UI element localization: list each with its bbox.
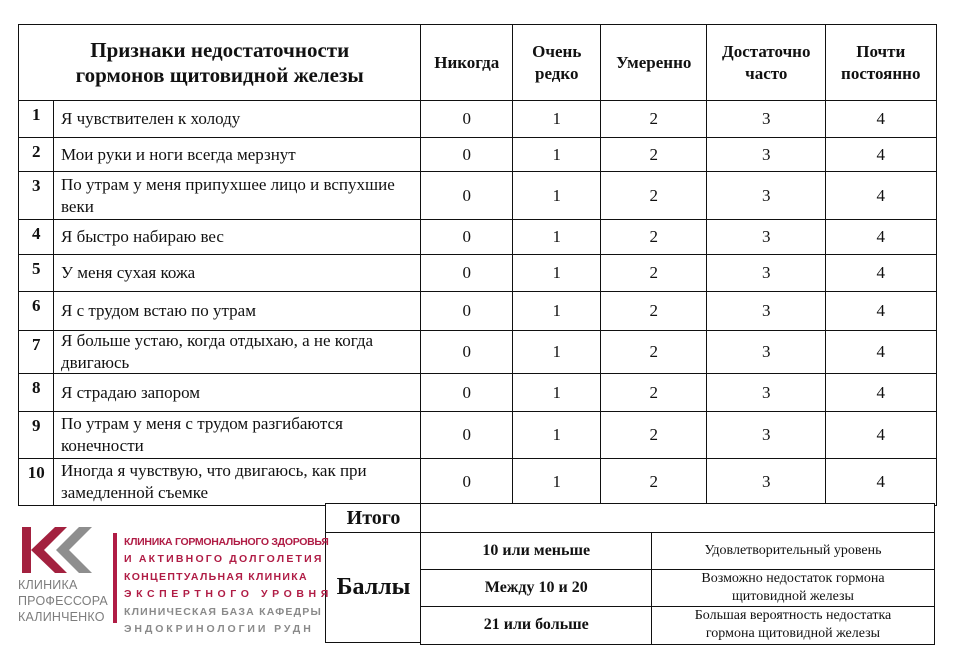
score-option-text: 1 (552, 263, 561, 283)
score-option[interactable] (825, 254, 937, 293)
summary-points-label (325, 532, 422, 643)
row-number (18, 291, 55, 332)
table-title (18, 24, 422, 102)
symptom-text-text: Мои руки и ноги всегда мерзнут (61, 144, 296, 164)
score-option[interactable] (600, 373, 708, 413)
score-option-text: 3 (762, 382, 771, 402)
symptom-text-text: Я чувствителен к холоду (61, 109, 241, 129)
summary-total-value[interactable] (420, 503, 935, 534)
score-option[interactable] (420, 219, 514, 256)
row-number-text: 3 (32, 176, 41, 195)
score-option-text: 0 (462, 301, 471, 321)
score-option-text: 0 (462, 109, 471, 129)
score-option-text: 0 (462, 382, 471, 402)
summary-total-label (325, 503, 422, 534)
column-header-text: Почти постоянно (841, 41, 921, 83)
score-option[interactable] (825, 330, 937, 375)
row-number (18, 100, 55, 139)
score-option[interactable] (600, 411, 708, 460)
score-option-text: 1 (552, 425, 561, 445)
score-option[interactable] (706, 411, 827, 460)
symptom-text-text: Я быстро набираю вес (61, 227, 224, 247)
score-option[interactable] (600, 100, 708, 139)
symptom-text (53, 219, 422, 256)
score-option-text: 1 (552, 382, 561, 402)
score-option[interactable] (706, 100, 827, 139)
row-number (18, 171, 55, 221)
score-option[interactable] (512, 171, 602, 221)
symptom-text-text: По утрам у меня припухшее лицо и вспухшие веки (61, 174, 395, 216)
score-option-text: 2 (649, 144, 658, 164)
column-header-text: Никогда (434, 52, 500, 72)
symptom-text (53, 411, 422, 460)
row-number-text: 5 (32, 259, 41, 278)
row-number (18, 330, 55, 375)
row-number-text: 9 (32, 416, 41, 435)
score-option[interactable] (512, 291, 602, 332)
score-option-text: 2 (649, 425, 658, 445)
score-range-text: 21 или больше (483, 616, 589, 634)
row-number (18, 458, 55, 506)
tagline-line: КЛИНИКА ГОРМОНАЛЬНОГО ЗДОРОВЬЯ (124, 536, 329, 548)
score-option-text: 4 (876, 263, 885, 283)
score-option-text: 2 (649, 471, 658, 491)
score-option-text: 2 (649, 109, 658, 129)
score-option-text: 0 (462, 185, 471, 205)
row-number (18, 411, 55, 460)
score-option[interactable] (420, 458, 514, 506)
symptom-text (53, 171, 422, 221)
score-option[interactable] (600, 219, 708, 256)
score-interpretation-text: Большая вероятность недостатка гормона щитовидной железы (694, 608, 892, 642)
score-option[interactable] (600, 458, 708, 506)
score-option[interactable] (420, 137, 514, 173)
score-option[interactable] (600, 171, 708, 221)
score-option-text: 1 (552, 342, 561, 362)
score-option-text: 3 (762, 144, 771, 164)
score-option[interactable] (825, 411, 937, 460)
score-option[interactable] (600, 137, 708, 173)
symptom-text-text: По утрам у меня с трудом разгибаются конечности (61, 414, 343, 456)
row-number (18, 373, 55, 413)
score-option-text: 3 (762, 425, 771, 445)
score-option[interactable] (420, 373, 514, 413)
score-option-text: 0 (462, 263, 471, 283)
column-header (512, 24, 602, 102)
score-option[interactable] (512, 254, 602, 293)
score-option[interactable] (600, 330, 708, 375)
column-header (420, 24, 514, 102)
score-range-text: 10 или меньше (482, 542, 591, 560)
score-option[interactable] (512, 330, 602, 375)
score-option-text: 4 (876, 382, 885, 402)
score-option-text: 4 (876, 342, 885, 362)
score-option[interactable] (825, 291, 937, 332)
score-option-text: 0 (462, 144, 471, 164)
score-option-text: 1 (552, 227, 561, 247)
score-option[interactable] (420, 411, 514, 460)
score-option[interactable] (825, 171, 937, 221)
row-number (18, 137, 55, 173)
clinic-name-line: КАЛИНЧЕНКО (18, 610, 105, 624)
table-title-text: Признаки недостаточности гормонов щитовидной железы (75, 37, 364, 87)
symptom-text-text: У меня сухая кожа (61, 263, 196, 283)
score-option-text: 4 (876, 185, 885, 205)
score-range (420, 569, 653, 608)
clinic-logo (18, 525, 333, 636)
score-option-text: 4 (876, 301, 885, 321)
score-option[interactable] (706, 330, 827, 375)
score-option-text: 2 (649, 382, 658, 402)
score-interpretation (651, 569, 935, 608)
score-option[interactable] (706, 458, 827, 506)
score-range (420, 532, 653, 571)
column-header-text: Умеренно (616, 52, 692, 72)
score-option-text: 1 (552, 144, 561, 164)
score-option[interactable] (420, 330, 514, 375)
score-option-text: 4 (876, 471, 885, 491)
score-option-text: 1 (552, 301, 561, 321)
score-option[interactable] (420, 254, 514, 293)
symptom-text (53, 137, 422, 173)
logo-divider (113, 533, 117, 623)
row-number-text: 4 (32, 224, 41, 243)
column-header (825, 24, 937, 102)
total-label-text: Итого (346, 507, 401, 529)
row-number-text: 10 (27, 463, 45, 482)
score-interpretation-text: Возможно недостаток гормона щитовидной железы (701, 571, 885, 605)
tagline-line: И АКТИВНОГО ДОЛГОЛЕТИЯ (124, 553, 324, 566)
clinic-name-line: КЛИНИКА (18, 578, 78, 592)
score-option-text: 4 (876, 144, 885, 164)
score-option-text: 3 (762, 263, 771, 283)
score-option[interactable] (512, 219, 602, 256)
score-option[interactable] (420, 171, 514, 221)
score-option-text: 2 (649, 263, 658, 283)
symptom-text-text: Я больше устаю, когда отдыхаю, а не когда двигаюсь (61, 331, 374, 373)
column-header-text: Достаточно часто (722, 41, 811, 83)
score-option-text: 2 (649, 301, 658, 321)
symptom-text-text: Я страдаю запором (61, 382, 201, 402)
score-option-text: 3 (762, 185, 771, 205)
score-option-text: 4 (876, 109, 885, 129)
score-option-text: 0 (462, 227, 471, 247)
column-header (706, 24, 827, 102)
tagline-line: ЭНДОКРИНОЛОГИИ РУДН (124, 623, 314, 636)
score-option-text: 2 (649, 227, 658, 247)
score-option[interactable] (706, 171, 827, 221)
symptom-text (53, 373, 422, 413)
score-interpretation-text: Удовлетворительный уровень (704, 543, 882, 559)
symptom-text (53, 100, 422, 139)
symptom-text-text: Иногда я чувствую, что двигаюсь, как при замедленной съемке (61, 460, 367, 502)
symptom-text-text: Я с трудом встаю по утрам (61, 301, 256, 321)
symptom-text (53, 254, 422, 293)
score-option[interactable] (706, 291, 827, 332)
score-range (420, 606, 653, 645)
score-interpretation (651, 532, 935, 571)
score-option[interactable] (825, 100, 937, 139)
symptom-text (53, 458, 422, 506)
tagline-line: ЭКСПЕРТНОГО УРОВНЯ (124, 588, 333, 601)
clinic-tagline (124, 534, 333, 638)
score-option-text: 1 (552, 109, 561, 129)
column-header-text: Очень редко (532, 41, 582, 83)
score-option[interactable] (512, 373, 602, 413)
score-option[interactable] (825, 137, 937, 173)
row-number-text: 1 (32, 105, 41, 124)
score-option-text: 1 (552, 471, 561, 491)
score-option-text: 0 (462, 425, 471, 445)
score-option[interactable] (420, 291, 514, 332)
clinic-name (18, 577, 108, 625)
clinic-name-line: ПРОФЕССОРА (18, 594, 108, 608)
symptom-text (53, 330, 422, 375)
score-option[interactable] (512, 137, 602, 173)
score-option[interactable] (706, 219, 827, 256)
score-option[interactable] (825, 373, 937, 413)
score-option[interactable] (600, 291, 708, 332)
score-interpretation (651, 606, 935, 645)
score-option[interactable] (512, 458, 602, 506)
score-option[interactable] (825, 458, 937, 506)
row-number-text: 2 (32, 142, 41, 161)
score-option[interactable] (600, 254, 708, 293)
score-option-text: 3 (762, 471, 771, 491)
points-label-text: Баллы (336, 574, 411, 600)
score-option[interactable] (825, 219, 937, 256)
symptom-text (53, 291, 422, 332)
row-number-text: 8 (32, 378, 41, 397)
score-option[interactable] (706, 137, 827, 173)
row-number (18, 254, 55, 293)
score-option-text: 2 (649, 185, 658, 205)
score-range-text: Между 10 и 20 (484, 579, 588, 597)
score-option-text: 3 (762, 109, 771, 129)
score-option[interactable] (420, 100, 514, 139)
row-number-text: 6 (32, 296, 41, 315)
score-option-text: 1 (552, 185, 561, 205)
kk-logo-mark-icon (22, 527, 102, 573)
row-number (18, 219, 55, 256)
tagline-line: КЛИНИЧЕСКАЯ БАЗА КАФЕДРЫ (124, 605, 322, 618)
score-option-text: 3 (762, 301, 771, 321)
row-number-text: 7 (32, 335, 41, 354)
score-option[interactable] (512, 100, 602, 139)
score-option-text: 4 (876, 425, 885, 445)
tagline-line: КОНЦЕПТУАЛЬНАЯ КЛИНИКА (124, 570, 308, 583)
score-option-text: 2 (649, 342, 658, 362)
score-option-text: 0 (462, 471, 471, 491)
score-option-text: 0 (462, 342, 471, 362)
score-option[interactable] (706, 373, 827, 413)
column-header (600, 24, 708, 102)
score-option-text: 3 (762, 227, 771, 247)
score-option[interactable] (706, 254, 827, 293)
score-option-text: 3 (762, 342, 771, 362)
score-option-text: 4 (876, 227, 885, 247)
score-option[interactable] (512, 411, 602, 460)
